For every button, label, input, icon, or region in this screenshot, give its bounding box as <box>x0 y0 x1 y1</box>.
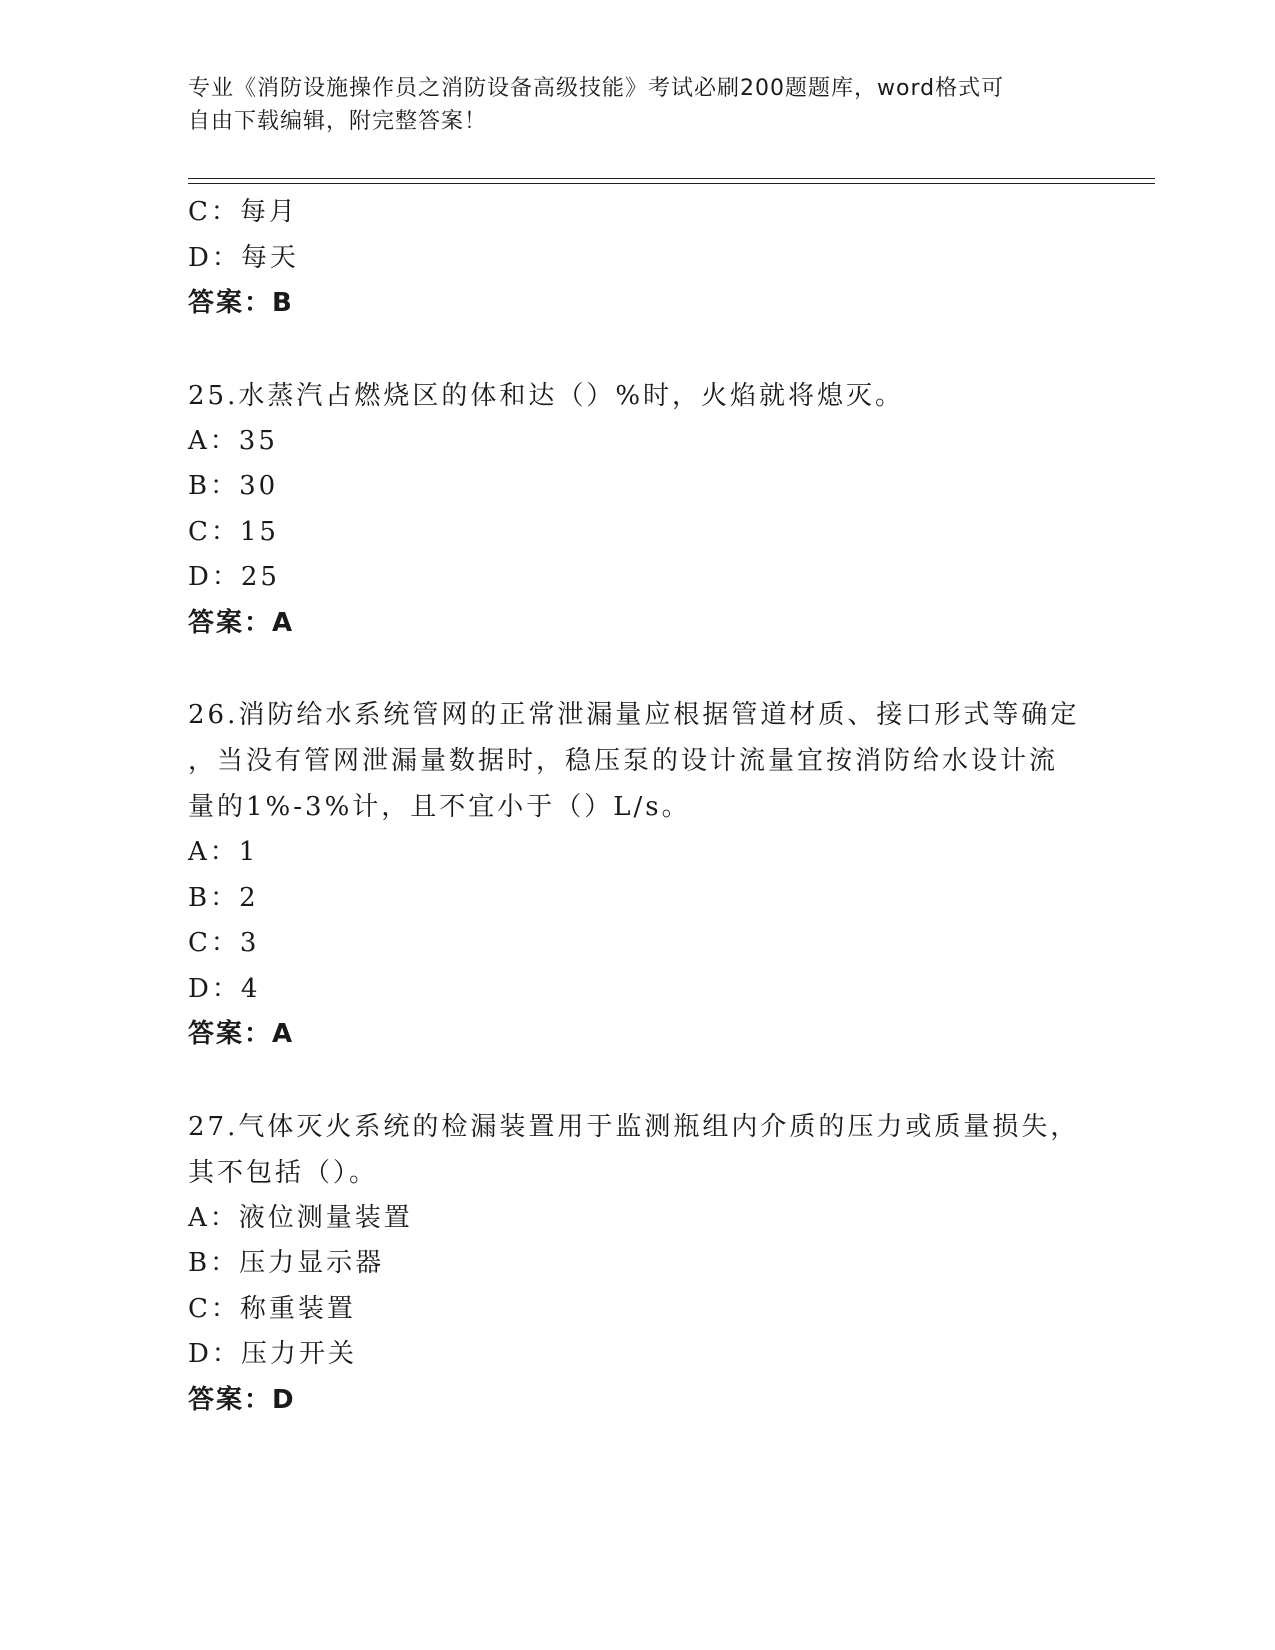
question-text <box>188 1104 1088 1196</box>
header-line-2: 自由下载编辑，附完整答案！ <box>188 109 488 134</box>
question-27 <box>188 1104 1088 1424</box>
option-a: A：35 <box>188 425 278 456</box>
option-b: B：2 <box>188 882 259 913</box>
question-text <box>188 373 1088 419</box>
answer-line: 答案：A <box>188 607 295 638</box>
answer-line: 答案：B <box>188 288 294 318</box>
question-text-line: 26.消防给水系统管网的正常泄漏量应根据管道材质、接口形式等确定 <box>188 700 1080 730</box>
option-c: C：15 <box>188 516 279 547</box>
spacer <box>188 327 1088 373</box>
option-c: C：每月 <box>188 197 298 227</box>
header-divider-top <box>188 178 1155 179</box>
option-d: D：4 <box>188 973 261 1004</box>
header-line-1: 专业《消防设施操作员之消防设备高级技能》考试必刷200题题库，word格式可 <box>188 76 1005 101</box>
answer-line: 答案：A <box>188 1019 295 1049</box>
question-26 <box>188 692 1088 1058</box>
question-text-line: ，当没有管网泄漏量数据时，稳压泵的设计流量宜按消防给水设计流 <box>188 746 1059 776</box>
question-text-line: 其不包括（）。 <box>188 1157 379 1188</box>
option-c: C：3 <box>188 928 260 958</box>
spacer <box>188 1058 1088 1104</box>
option-c: C：称重装置 <box>188 1293 356 1324</box>
question-text-line: 25.水蒸汽占燃烧区的体和达（）%时，火焰就将熄灭。 <box>188 380 905 411</box>
answer-line: 答案：D <box>188 1384 296 1415</box>
option-b: B：30 <box>188 471 279 501</box>
document-header <box>188 72 1068 138</box>
option-a: A：液位测量装置 <box>188 1202 413 1233</box>
option-d: D：每天 <box>188 242 299 273</box>
question-list <box>188 190 1088 1423</box>
option-d: D：25 <box>188 562 280 592</box>
option-a: A：1 <box>188 837 259 867</box>
option-d: D：压力开关 <box>188 1339 357 1369</box>
header-divider-bottom <box>188 183 1155 184</box>
question-continued <box>188 190 1088 327</box>
question-text-line: 27.气体灭火系统的检漏装置用于监测瓶组内介质的压力或质量损失， <box>188 1111 1080 1142</box>
question-text <box>188 692 1088 830</box>
spacer <box>188 646 1088 692</box>
question-text-line: 量的1%-3%计，且不宜小于（）L/s。 <box>188 792 691 822</box>
question-25 <box>188 373 1088 647</box>
option-b: B：压力显示器 <box>188 1248 385 1278</box>
